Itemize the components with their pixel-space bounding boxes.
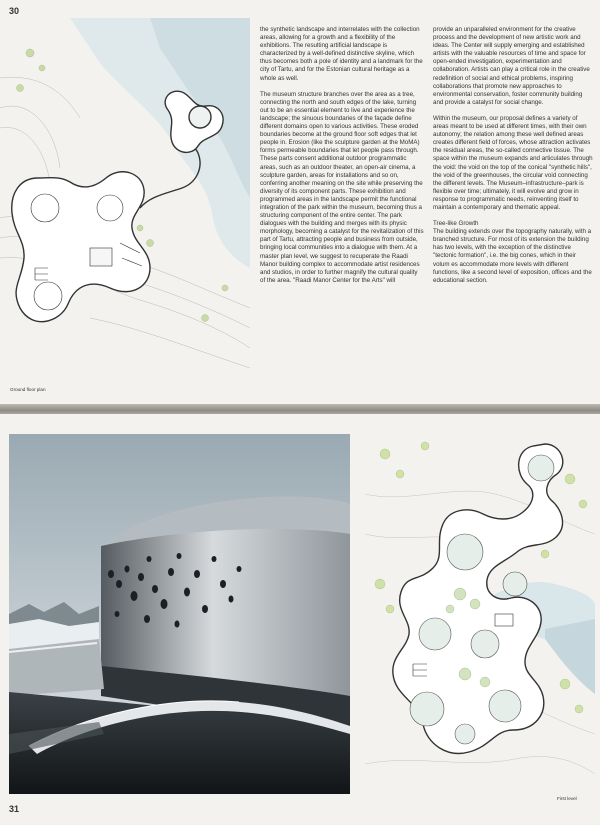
paragraph: The building extends over the topography naturally, with a branched structure. For most of its extension the building has two levels, with the exception of the distinctive "tectonic formation", i.e. the big cones, which in their volum es accommodate more levels with different functions, like a second level of exposition, offices and the educational section. [433, 228, 592, 284]
page-number: 31 [9, 804, 20, 814]
text-column-right [433, 26, 593, 293]
figure-caption: Ground floor plan [10, 387, 46, 392]
rendering-image [9, 434, 350, 794]
figure-caption: First level [557, 796, 577, 801]
page-30 [0, 0, 600, 408]
first-level-plan-drawing [365, 434, 595, 789]
page-31 [0, 414, 600, 825]
text-column-left [260, 26, 424, 293]
paragraph: Within the museum, our proposal defines a variety of areas meant to be used at different times, with their own autonomy; the relation among these well defined areas creates different field of forces, whose attraction activates the residual areas, the so-called connective tissue. The space within the museum expands and articulates through the void: the void on the top of the conical "synthetic hills", the void of the greenhouses, the circular void connecting the different levels. The Museum–infrastructure–park is flexible over time; ultimately, it will evolve and grow in response to programmatic needs, reinventing itself to maintain a contemporary and thematic appeal. [433, 114, 593, 211]
paragraph: the synthetic landscape and interrelates with the collection areas, allowing for a growth and a flexibility of the exhibitions. The resulting artificial landscape is characterized by a well-defined distinctive skyline, which thus becomes both a pole of identity and a landmark for the city of Tartu, and for the Estonian cultural heritage as a whole as well. [260, 26, 423, 82]
section-heading: Tree-like Growth [433, 220, 479, 228]
paragraph: The museum structure branches over the area as a tree, connecting the north and south edges of the lake, turning out to be an essential element to live and experience the landscape; the sinuous boundaries of the façade define different domains open to various activities. These eroded boundaries become at the ground floor soft edges that let people in. Erosion (like the sculpture garden at the MoMA) forms permeable boundaries that let people pass through. These parts consent additional outdoor programmatic areas, such as an outdoor theater, an open-air cinema, a sculpture garden, areas for installations and so on, conferring another meaning on the site while preserving the diversity of its component parts. These exhibition and programmed areas in the landscape permit the functional integration of the park within the museum, becoming thus a structuring component of the entire center. The park dialogues with the building and merges with its physic morphology, becoming a catalyst for the revitalization of this part of Tartu, attracting people and business from outside, bringing local communities into a dialogue with them. At a master plan level, we suggest to recuperate the Raadi Manor building complex to accommodate artist residences and studios, in order to further magnify the cultural quality of the area. "Raadi Manor Center for the Arts" will [260, 90, 424, 284]
paragraph: provide an unparalleled environment for the creative process and the development of new artistic work and ideas. The Center will supply emerging and established artists with the valuable resources of time and space for open-ended investigation, experimentation and collaboration. Artists can play a critical role in the creative redefinition of social and ethical problems, inspiring collaborations that promote new approaches to environmental conservation, foster community building and provide a catalyst for social change. [433, 26, 590, 106]
ground-floor-plan-drawing [0, 18, 250, 378]
page-number: 30 [9, 6, 20, 16]
